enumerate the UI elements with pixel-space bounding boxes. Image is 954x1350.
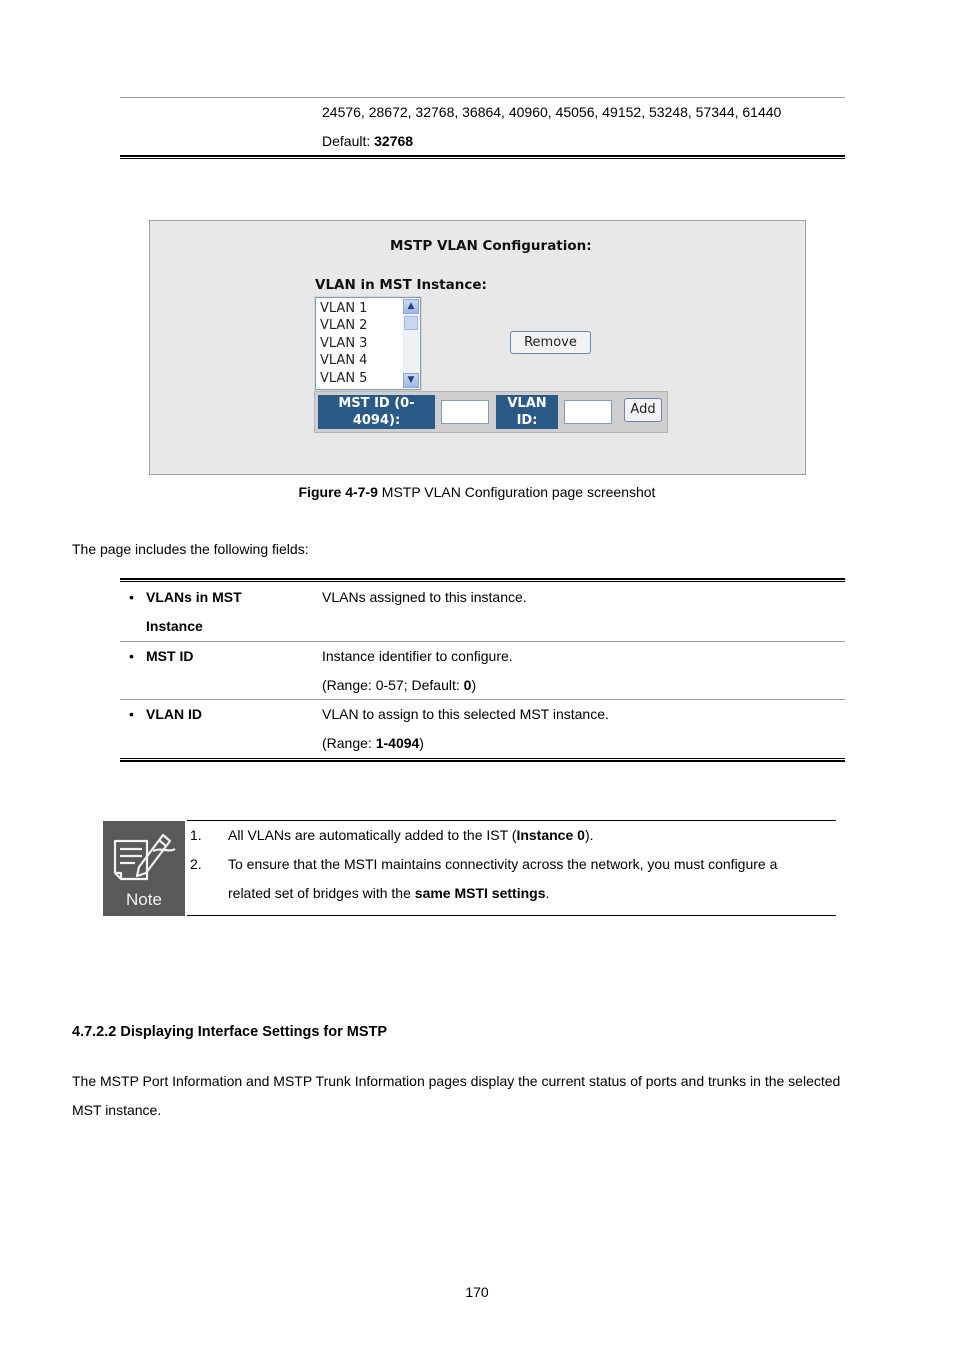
figure-caption: Figure 4-7-9 MSTP VLAN Configuration page screenshot (298, 484, 656, 500)
field-name: VLANs in MST (146, 589, 242, 605)
note-item-text: To ensure that the MSTI maintains connectivity across the network, you must configure a (228, 856, 778, 872)
field-name: VLAN ID (146, 706, 202, 722)
note-item-text: All VLANs are automatically added to the IST (Instance 0). (228, 827, 594, 843)
field-description: VLANs assigned to this instance. (322, 589, 527, 605)
field-range: (Range: 0-57; Default: 0) (322, 677, 477, 693)
section-paragraph: MST instance. (72, 1102, 162, 1118)
note-top-rule (187, 820, 836, 821)
add-button[interactable]: Add (624, 398, 662, 422)
scroll-down-icon[interactable]: ▼ (403, 373, 419, 388)
note-icon-label: Note (126, 890, 162, 909)
bullet-icon: • (129, 648, 134, 664)
add-vlan-form (314, 391, 668, 433)
list-item[interactable]: VLAN 4 (320, 353, 368, 368)
scroll-up-icon[interactable]: ▲ (403, 299, 419, 314)
note-item-text: related set of bridges with the same MSTI settings. (228, 885, 550, 901)
vlan-id-input[interactable] (564, 400, 612, 424)
field-description: VLAN to assign to this selected MST instance. (322, 706, 609, 722)
field-range: (Range: 1-4094) (322, 735, 424, 751)
table-rule-bottom (120, 155, 845, 159)
vlan-listbox[interactable] (315, 297, 421, 390)
note-icon (103, 821, 185, 916)
bullet-icon: • (129, 589, 134, 605)
listbox-scrollbar[interactable] (403, 299, 419, 388)
page-number: 170 (465, 1284, 489, 1300)
note-item-number: 2. (190, 856, 202, 872)
section-heading: 4.7.2.2 Displaying Interface Settings for MSTP (72, 1024, 388, 1040)
priority-values: 24576, 28672, 32768, 36864, 40960, 45056, 49152, 53248, 57344, 61440 (322, 104, 782, 120)
mst-id-input[interactable] (441, 400, 489, 424)
mstp-vlan-config-figure (149, 220, 806, 475)
mst-id-label: MST ID (0- 4094): (318, 395, 435, 429)
fields-table-top-rule (120, 578, 845, 582)
vlan-list-label: VLAN in MST Instance: (315, 277, 487, 293)
priority-default: Default: 32768 (322, 133, 414, 149)
fields-table-row-rule (120, 699, 845, 700)
table-rule-top (120, 97, 845, 98)
note-bottom-rule (187, 915, 836, 916)
fields-table-bottom-rule (120, 758, 845, 762)
figure-title: MSTP VLAN Configuration: (390, 238, 592, 254)
bullet-icon: • (129, 706, 134, 722)
fields-table-row-rule (120, 641, 845, 642)
field-description: Instance identifier to configure. (322, 648, 513, 664)
scroll-thumb[interactable] (404, 316, 418, 330)
field-name: Instance (146, 618, 203, 634)
list-item[interactable]: VLAN 3 (320, 336, 368, 351)
field-name: MST ID (146, 648, 194, 664)
intro-text: The page includes the following fields: (72, 541, 309, 557)
remove-button[interactable]: Remove (510, 331, 591, 354)
note-item-number: 1. (190, 827, 202, 843)
list-item[interactable]: VLAN 2 (320, 318, 368, 333)
list-item[interactable]: VLAN 5 (320, 371, 368, 386)
vlan-id-label: VLAN ID: (496, 395, 558, 429)
section-paragraph: The MSTP Port Information and MSTP Trunk Information pages display the current status of ports and trunks in the selected (72, 1073, 841, 1089)
list-item[interactable]: VLAN 1 (320, 301, 368, 316)
